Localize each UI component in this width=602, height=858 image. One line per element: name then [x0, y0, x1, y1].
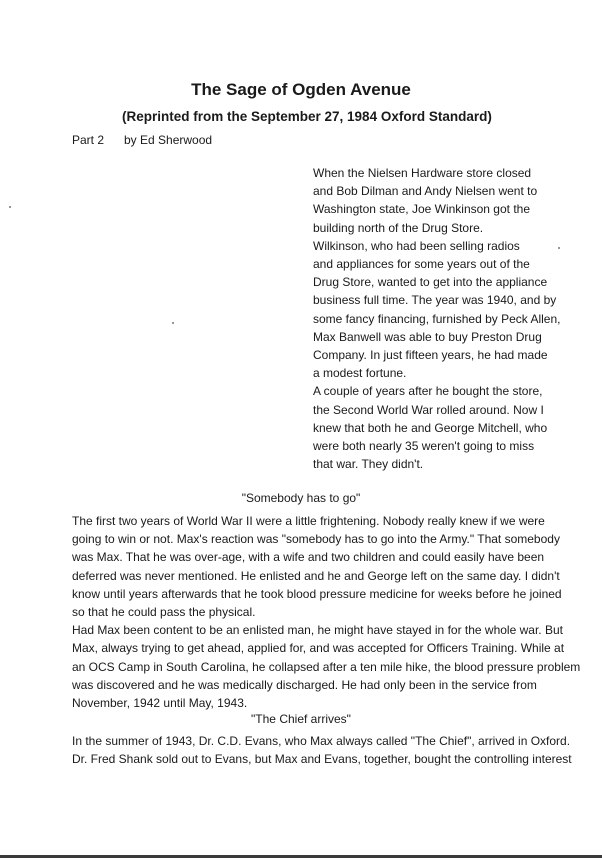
body-line: know until years afterwards that he took blood pressure medicine for weeks before he joined: [72, 586, 562, 601]
scan-speck: [172, 322, 174, 324]
body-line: Dr. Fred Shank sold out to Evans, but Max and Evans, together, bought the controlling interest: [72, 752, 572, 767]
column-line: Company. In just fifteen years, he had made: [313, 348, 548, 363]
scan-speck: [9, 206, 11, 208]
column-line: some fancy financing, furnished by Peck Allen,: [313, 311, 561, 326]
column-line: and appliances for some years out of the: [313, 257, 530, 272]
column-line: that war. They didn't.: [313, 457, 424, 472]
column-line: building north of the Drug Store.: [313, 220, 484, 235]
scan-speck: [558, 247, 560, 249]
column-line: Washington state, Joe Winkinson got the: [313, 202, 531, 217]
column-line: and Bob Dilman and Andy Nielsen went to: [313, 184, 538, 199]
body-line: an OCS Camp in South Carolina, he collapsed after a ten mile hike, the blood pressure problem: [72, 659, 581, 674]
byline: [72, 133, 212, 147]
column-line: business full time. The year was 1940, and by: [313, 293, 557, 308]
column-line: When the Nielsen Hardware store closed: [313, 166, 532, 180]
section-heading-somebody: "Somebody has to go": [241, 491, 361, 505]
body-line: was Max. That he was over-age, with a wife and two children and could easily have been: [72, 550, 545, 565]
body-line: was discovered and he was medically discharged. He had only been in the service from: [72, 677, 537, 692]
column-line: the Second World War rolled around. Now I: [313, 402, 544, 417]
body-line: In the summer of 1943, Dr. C.D. Evans, who Max always called "The Chief", arrived in Oxford.: [72, 734, 571, 748]
section-body-war: [72, 512, 580, 712]
intro-column: [313, 164, 560, 473]
body-line: Max, always trying to get ahead, applied for, and was accepted for Officers Training. While at: [72, 641, 565, 656]
column-line: were both nearly 35 weren't going to miss: [313, 439, 535, 454]
column-line: A couple of years after he bought the store,: [313, 384, 543, 399]
column-line: Drug Store, wanted to get into the appliance: [313, 275, 548, 290]
author-label: by Ed Sherwood: [124, 133, 213, 147]
column-line: Max Banwell was able to buy Preston Drug: [313, 329, 542, 344]
column-line: Wilkinson, who had been selling radios: [313, 238, 520, 253]
article-subtitle: (Reprinted from the September 27, 1984 Oxford Standard): [122, 109, 492, 124]
body-line: going to win or not. Max's reaction was "somebody has to go into the Army." That somebody: [72, 532, 560, 547]
section-body-chief: [72, 732, 572, 768]
part-label: Part 2: [72, 133, 105, 147]
article-title: The Sage of Ogden Avenue: [191, 80, 411, 99]
column-line: knew that both he and George Mitchell, who: [313, 420, 548, 435]
body-line: deferred was never mentioned. He enlisted and he and George left on the same day. I didn't: [72, 568, 560, 583]
section-heading-chief: "The Chief arrives": [251, 712, 351, 726]
body-line: November, 1942 until May, 1943.: [72, 696, 248, 711]
body-line: so that he could pass the physical.: [72, 605, 256, 620]
body-line: Had Max been content to be an enlisted man, he might have stayed in for the whole war. But: [72, 623, 563, 638]
column-line: a modest fortune.: [313, 366, 407, 381]
body-line: The first two years of World War II were a little frightening. Nobody really knew if we were: [72, 514, 545, 528]
